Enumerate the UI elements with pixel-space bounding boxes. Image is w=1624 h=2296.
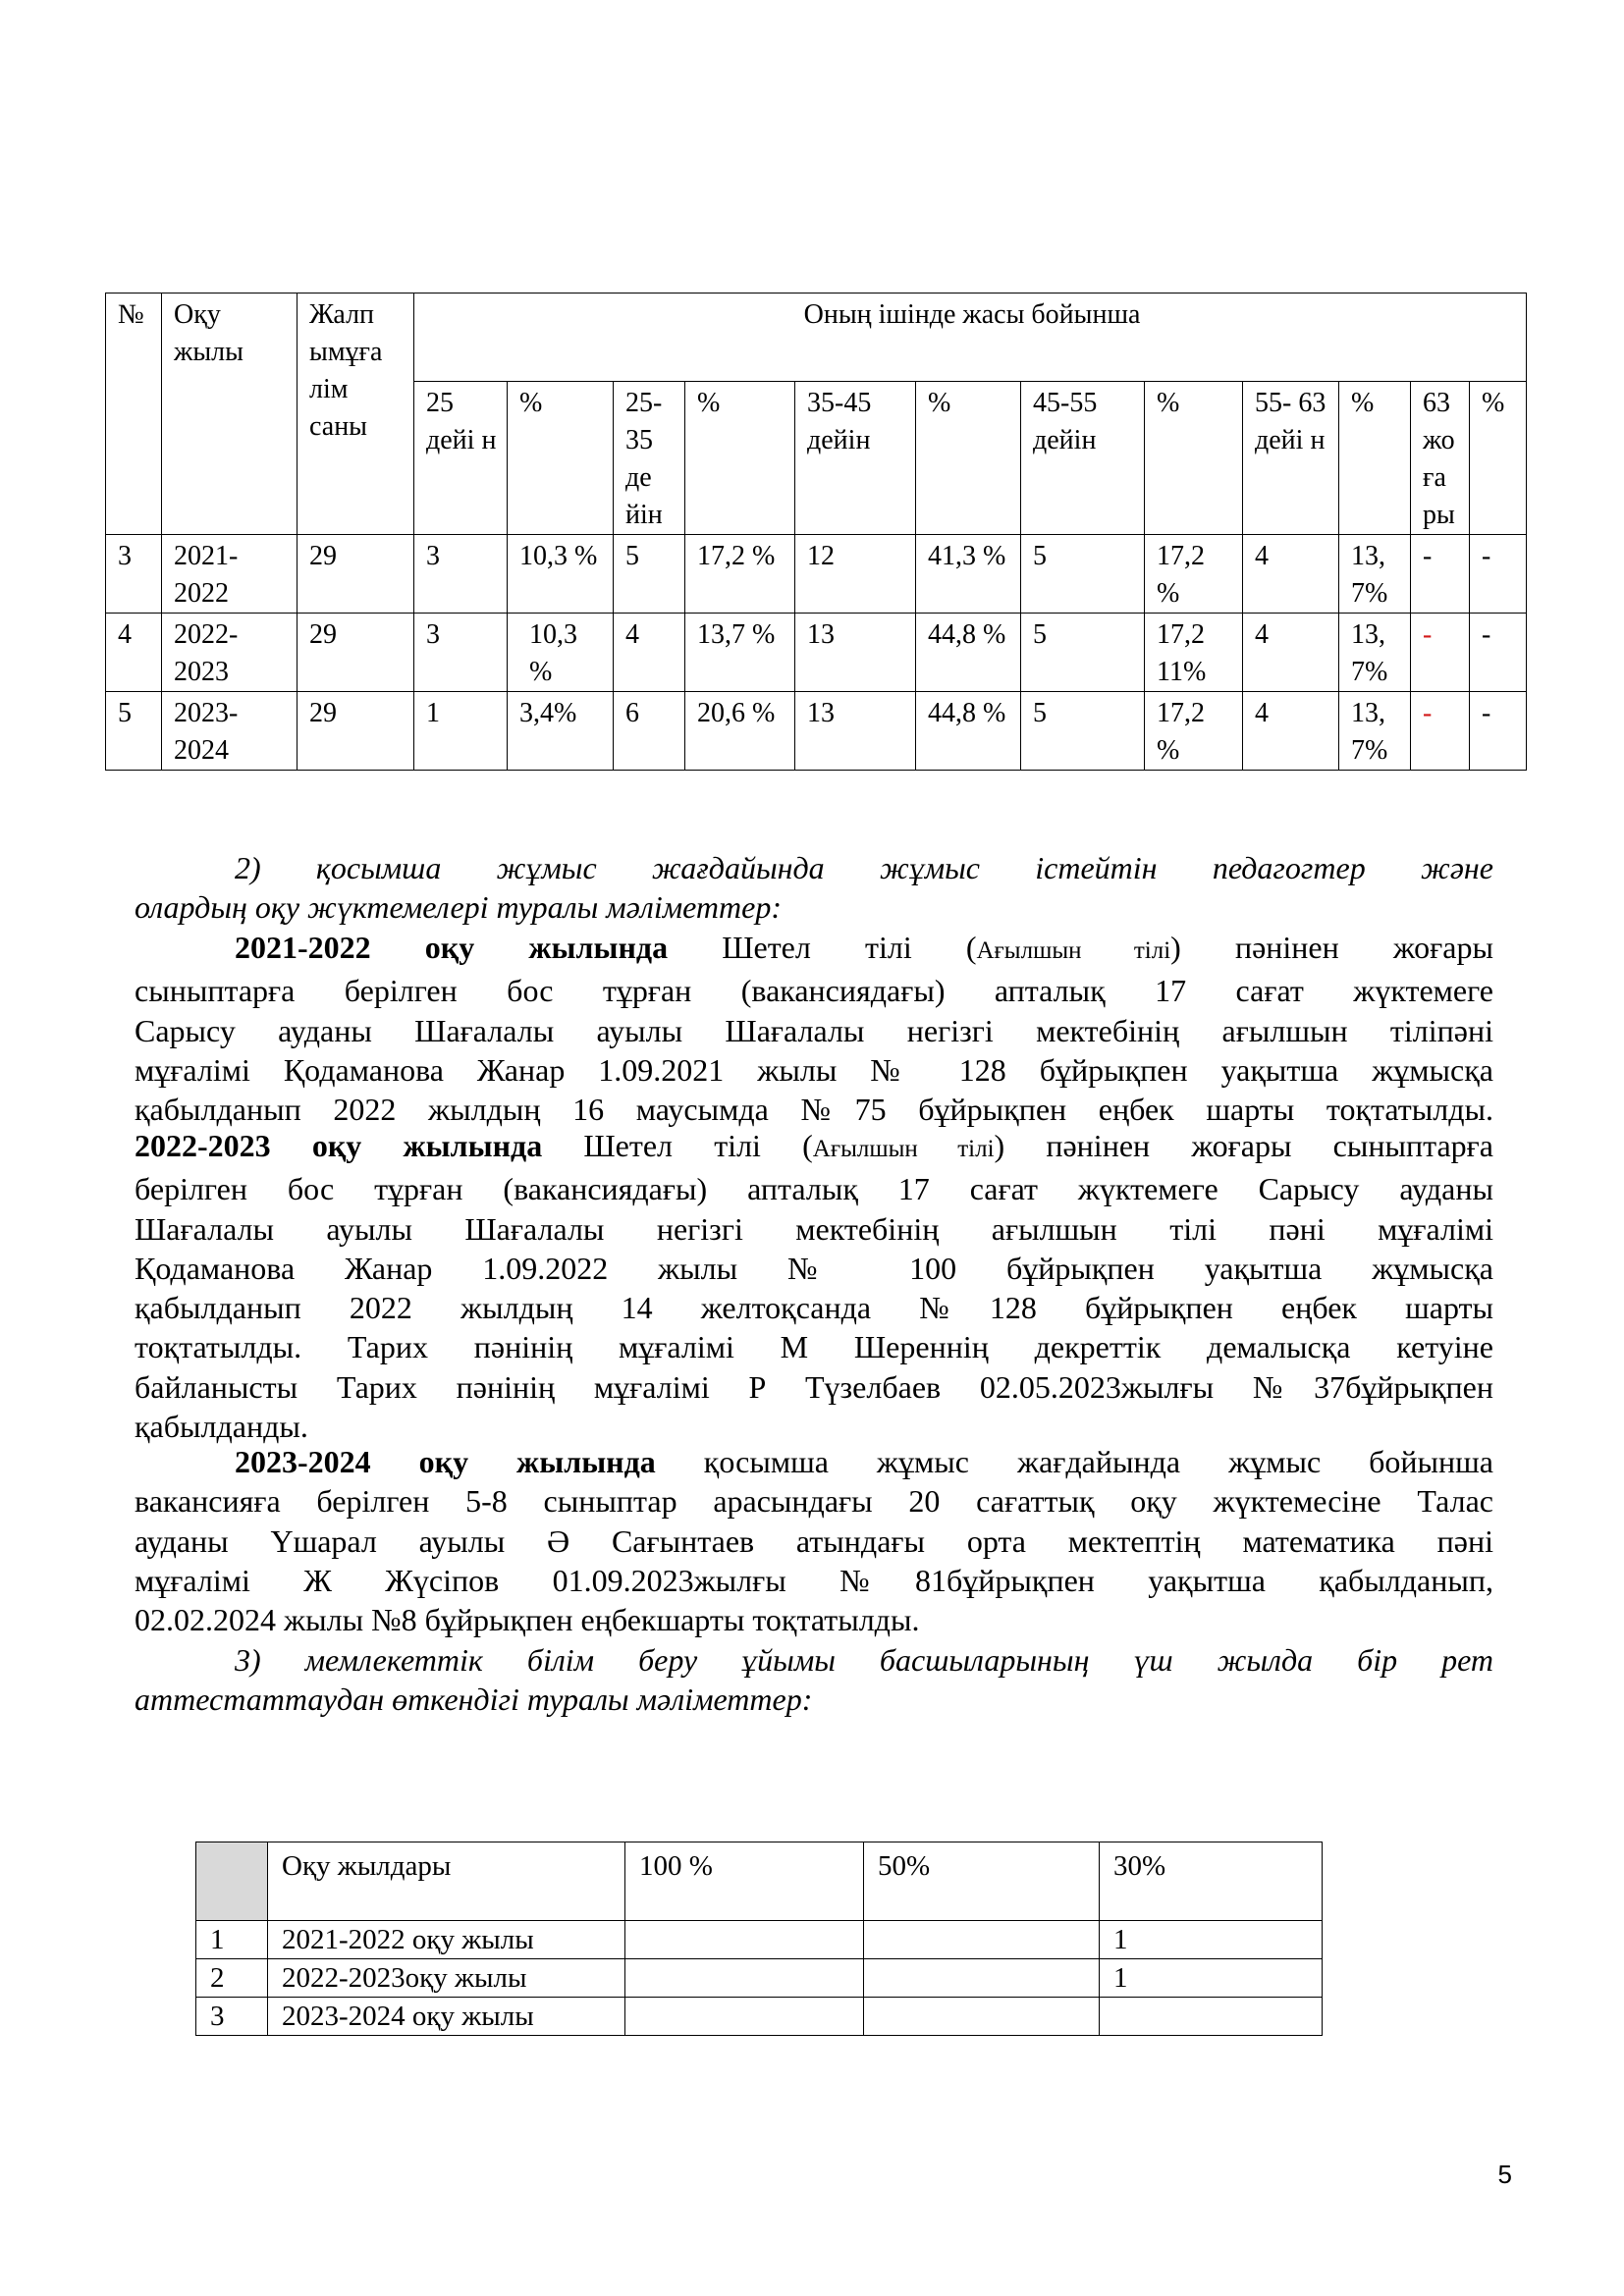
text-run: қосымша жұмыс жағдайында жұмыс бойынша — [655, 1444, 1494, 1479]
paragraph-line: берілген бос тұрған (вакансиядағы) апталық 17 сағат жүктемеге Сарысу ауданы — [135, 1171, 1493, 1207]
header-number: № — [106, 294, 162, 535]
heading-line: аттестаттаудан өткендігі туралы мәліметтер: — [135, 1682, 813, 1718]
paragraph-line: тоқтатылды. Тарих пәнінің мұғалімі М Шереннің декреттік демалысқа кетуіне — [135, 1329, 1493, 1365]
cell-year: 2021- 2022 — [162, 535, 298, 614]
table-cell: 1 — [414, 692, 508, 771]
paragraph-line: қабылданып 2022 жылдың 16 маусымда №75 бұйрықпен еңбек шарты тоқтатылды. — [135, 1092, 1493, 1128]
table-cell: 3 — [414, 535, 508, 614]
table-cell: 5 — [1021, 692, 1145, 771]
table-cell-highlighted: - — [1411, 614, 1470, 692]
paragraph-line: қабылданып 2022 жылдың 14 желтоқсанда №128 бұйрықпен еңбек шарты — [135, 1290, 1493, 1326]
paragraph-line: қабылданды. — [135, 1409, 308, 1445]
table-header-cell: 50% — [864, 1842, 1100, 1921]
table-cell: 17,2 % — [1145, 535, 1243, 614]
table-cell — [625, 1959, 864, 1998]
table-cell: 10,3 % — [508, 614, 614, 692]
table-row — [196, 1921, 1323, 1959]
cell-total: 29 — [298, 692, 414, 771]
table-cell: 3,4% — [508, 692, 614, 771]
paragraph-line — [135, 1442, 1493, 1481]
table-cell: 17,2 % — [1145, 692, 1243, 771]
cell-total: 29 — [298, 535, 414, 614]
table-cell: 41,3 % — [916, 535, 1021, 614]
heading-line: 2) қосымша жұмыс жағдайында жұмыс істейтін педагогтер және — [235, 850, 1493, 885]
header-age-breakdown: Оның ішінде жасы бойынша — [414, 294, 1527, 382]
table-row — [106, 692, 1527, 771]
table-header-cell: 30% — [1100, 1842, 1323, 1921]
age-col-header: 35-45 дейін — [795, 382, 916, 535]
table-cell: 6 — [614, 692, 685, 771]
table-cell: 13 — [795, 614, 916, 692]
paragraph-line: Шағалалы ауылы Шағалалы негізгі мектебінің ағылшын тілі пәні мұғалімі — [135, 1210, 1493, 1247]
age-col-header: % — [1339, 382, 1411, 535]
table-cell: 2 — [196, 1959, 268, 1998]
table-cell: 13,7 % — [685, 614, 795, 692]
table-cell: 1 — [1100, 1959, 1323, 1998]
table-cell-highlighted: - — [1411, 692, 1470, 771]
age-col-header: 25- 35 де йін — [614, 382, 685, 535]
paragraph-2023-2024 — [135, 1442, 1493, 1639]
table-cell: 2021-2022 оқу жылы — [268, 1921, 625, 1959]
table-cell: 5 — [1021, 614, 1145, 692]
table-cell: 12 — [795, 535, 916, 614]
table-cell: 1 — [1100, 1921, 1323, 1959]
table-cell: 1 — [196, 1921, 268, 1959]
table-header-cell: 100 % — [625, 1842, 864, 1921]
paragraph-line: Сарысу ауданы Шағалалы ауылы Шағалалы негізгі мектебінің ағылшын тіліпәні — [135, 1012, 1493, 1048]
paragraph-2021-2022 — [135, 928, 1493, 1129]
text-run-small: Ағылшын тілі — [812, 1136, 995, 1162]
table-header-row — [106, 294, 1527, 382]
table-cell: 13 — [795, 692, 916, 771]
section3-heading — [135, 1640, 1493, 1720]
age-col-header: % — [1145, 382, 1243, 535]
table-cell: 5 — [1021, 535, 1145, 614]
paragraph-line: ауданы Үшарал ауылы Ә Сағынтаев атындағы орта мектептің математика пәні — [135, 1522, 1493, 1559]
paragraph-line: Қодаманова Жанар 1.09.2022 жылы № 100 бұйрықпен уақытша жұмысқа — [135, 1250, 1493, 1286]
paragraph-line — [135, 928, 1493, 971]
table-cell — [864, 1998, 1100, 2036]
table-row — [196, 1959, 1323, 1998]
table-cell: 17,2 % — [685, 535, 795, 614]
header-total-teachers: Жалп ымұға лім саны — [298, 294, 414, 535]
table-cell — [864, 1959, 1100, 1998]
paragraph-line: байланысты Тарих пәнінің мұғалімі Р Түзелбаев 02.05.2023жылғы №37бұйрықпен — [135, 1368, 1493, 1405]
paragraph-2022-2023 — [135, 1126, 1493, 1446]
table-cell: 17,2 11% — [1145, 614, 1243, 692]
paragraph-line: мұғалімі Қодаманова Жанар 1.09.2021 жылы № 128 бұйрықпен уақытша жұмысқа — [135, 1051, 1493, 1088]
bold-year-label: 2023-2024 оқу жылында — [235, 1444, 656, 1479]
header-academic-year: Оқу жылы — [162, 294, 298, 535]
table-cell: 10,3 % — [508, 535, 614, 614]
table-cell: 13, 7% — [1339, 614, 1411, 692]
age-col-header: 45-55 дейін — [1021, 382, 1145, 535]
table-cell: 3 — [196, 1998, 268, 2036]
age-col-header: % — [916, 382, 1021, 535]
table-row — [196, 1998, 1323, 2036]
paragraph-line: вакансияға берілген 5-8 сыныптар арасындағы 20 сағаттық оқу жүктемесіне Талас — [135, 1483, 1493, 1520]
cell-year: 2022- 2023 — [162, 614, 298, 692]
page-number: 5 — [1497, 2160, 1512, 2189]
text-run-small: Ағылшын тілі — [976, 937, 1171, 964]
age-col-header: 25 дейі н — [414, 382, 508, 535]
table-cell: - — [1470, 614, 1527, 692]
age-col-header: 63 жо ға ры — [1411, 382, 1470, 535]
table-cell: 4 — [1243, 614, 1339, 692]
cell-number: 3 — [106, 535, 162, 614]
table-cell: 4 — [1243, 535, 1339, 614]
table-cell: 4 — [1243, 692, 1339, 771]
table-cell: - — [1470, 692, 1527, 771]
age-col-header: 55- 63 дейі н — [1243, 382, 1339, 535]
attestation-table — [195, 1842, 1323, 2036]
table-cell — [625, 1921, 864, 1959]
table-cell: 5 — [614, 535, 685, 614]
bold-year-label: 2022-2023 оқу жылында — [135, 1128, 543, 1163]
paragraph-line: сыныптарға берілген бос тұрған (вакансиядағы) апталық 17 сағат жүктемеге — [135, 973, 1493, 1009]
cell-year: 2023- 2024 — [162, 692, 298, 771]
bold-year-label: 2021-2022 оқу жылында — [235, 930, 669, 965]
table-cell — [864, 1921, 1100, 1959]
text-run: ) пәнінен жоғары — [1170, 930, 1494, 965]
heading-line: 3) мемлекеттік білім беру ұйымы басшыларының үш жылда бір рет — [235, 1642, 1493, 1678]
table-header-row — [196, 1842, 1323, 1921]
paragraph-line — [135, 1126, 1493, 1169]
age-col-header: % — [1470, 382, 1527, 535]
table-cell: - — [1470, 535, 1527, 614]
table-cell — [1100, 1998, 1323, 2036]
table-row — [106, 614, 1527, 692]
text-run: Шетел тілі ( — [668, 930, 977, 965]
table-cell: 44,8 % — [916, 692, 1021, 771]
table-header-cell: Оқу жылдары — [268, 1842, 625, 1921]
table-cell: 13, 7% — [1339, 692, 1411, 771]
text-run: Шетел тілі ( — [542, 1128, 813, 1163]
table-cell: 4 — [614, 614, 685, 692]
table-cell: 3 — [414, 614, 508, 692]
table-cell: 13, 7% — [1339, 535, 1411, 614]
paragraph-line: 02.02.2024 жылы №8 бұйрықпен еңбекшарты тоқтатылды. — [135, 1602, 920, 1638]
table-row — [106, 535, 1527, 614]
table-cell: - — [1411, 535, 1470, 614]
table-header-cell — [196, 1842, 268, 1921]
age-col-header: % — [685, 382, 795, 535]
table-cell: 44,8 % — [916, 614, 1021, 692]
table-cell: 20,6 % — [685, 692, 795, 771]
table-cell: 2023-2024 оқу жылы — [268, 1998, 625, 2036]
cell-number: 4 — [106, 614, 162, 692]
cell-number: 5 — [106, 692, 162, 771]
table-cell — [625, 1998, 864, 2036]
age-col-header: % — [508, 382, 614, 535]
heading-line: олардың оқу жүктемелері туралы мәліметтер: — [135, 889, 782, 926]
table-cell: 2022-2023оқу жылы — [268, 1959, 625, 1998]
text-run: ) пәнінен жоғары сыныптарға — [994, 1128, 1494, 1163]
paragraph-line: мұғалімі Ж Жүсіпов 01.09.2023жылғы №81бұйрықпен уақытша қабылданып, — [135, 1562, 1493, 1598]
cell-total: 29 — [298, 614, 414, 692]
age-distribution-table — [105, 293, 1527, 771]
section2-heading — [135, 848, 1493, 928]
